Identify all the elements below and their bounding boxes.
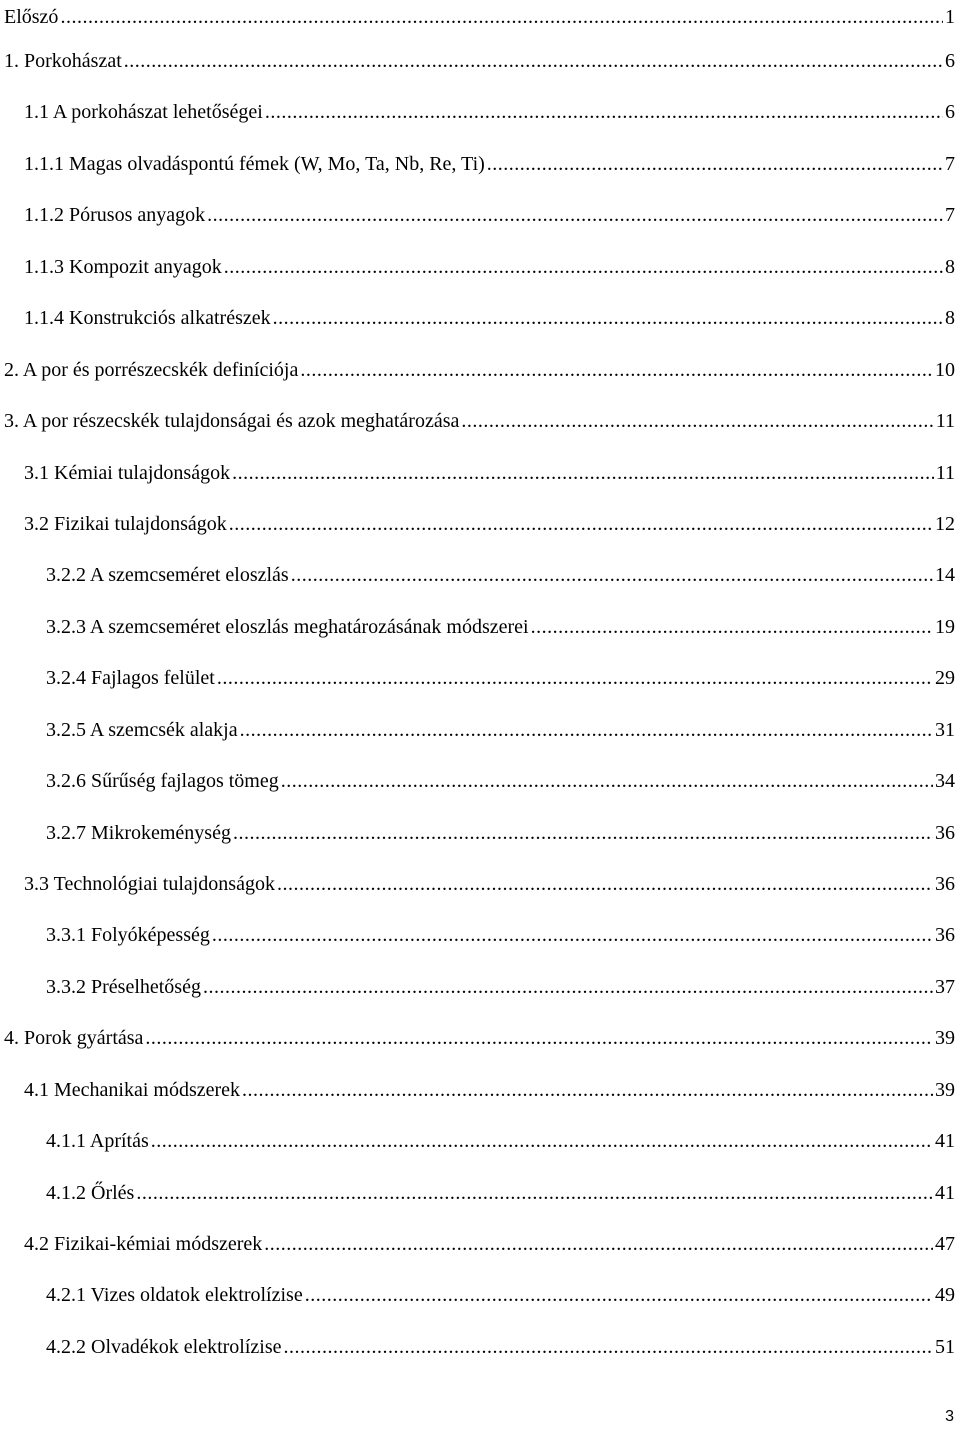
toc-entry[interactable] — [0, 614, 955, 640]
toc-dot-leader — [203, 974, 933, 1000]
toc-entry-page: 51 — [935, 1336, 955, 1358]
toc-dot-leader — [531, 614, 933, 640]
toc-entry-page: 8 — [945, 307, 955, 329]
toc-dot-leader — [487, 151, 943, 177]
toc-entry-title: 3. A por részecskék tulajdonságai és azok meghatározása — [4, 410, 460, 432]
toc-entry-page: 8 — [945, 256, 955, 278]
toc-entry-page: 41 — [935, 1130, 955, 1152]
toc-entry-title: 3.2.5 A szemcsék alakja — [46, 719, 238, 741]
toc-entry[interactable] — [0, 562, 955, 588]
toc-entry-title: 3.2.4 Fajlagos felület — [46, 667, 215, 689]
toc-dot-leader — [305, 1282, 933, 1308]
toc-dot-leader — [212, 922, 933, 948]
toc-dot-leader — [240, 717, 933, 743]
toc-entry[interactable] — [0, 1025, 955, 1051]
toc-entry-page: 7 — [945, 204, 955, 226]
toc-entry[interactable] — [0, 4, 955, 30]
toc-entry-page: 39 — [935, 1027, 955, 1049]
toc-entry[interactable] — [0, 1128, 955, 1154]
toc-entry[interactable] — [0, 99, 955, 125]
toc-entry-title: 2. A por és porrészecskék definíciója — [4, 359, 299, 381]
toc-entry[interactable] — [0, 871, 955, 897]
toc-dot-leader — [242, 1077, 933, 1103]
toc-entry[interactable] — [0, 717, 955, 743]
toc-entry-page: 1 — [945, 6, 955, 28]
toc-dot-leader — [300, 357, 933, 383]
toc-entry-page: 36 — [935, 873, 955, 895]
toc-entry-title: 3.3.2 Préselhetőség — [46, 976, 201, 998]
toc-entry-title: 1.1.2 Pórusos anyagok — [24, 204, 206, 226]
toc-entry-page: 11 — [935, 410, 955, 432]
toc-entry[interactable] — [0, 305, 955, 331]
toc-entry-page: 12 — [935, 513, 955, 535]
toc-dot-leader — [281, 768, 933, 794]
toc-entry[interactable] — [0, 357, 955, 383]
toc-entry[interactable] — [0, 254, 955, 280]
toc-dot-leader — [277, 871, 933, 897]
toc-entry-page: 10 — [935, 359, 955, 381]
toc-dot-leader — [136, 1180, 933, 1206]
toc-entry[interactable] — [0, 151, 955, 177]
toc-entry[interactable] — [0, 1180, 955, 1206]
toc-entry-title: 1.1.3 Kompozit anyagok — [24, 256, 222, 278]
toc-entry[interactable] — [0, 408, 955, 434]
toc-dot-leader — [265, 99, 943, 125]
toc-entry[interactable] — [0, 665, 955, 691]
toc-entry-page: 14 — [935, 564, 955, 586]
toc-dot-leader — [207, 202, 943, 228]
toc-dot-leader — [229, 511, 933, 537]
toc-entry-page: 6 — [945, 101, 955, 123]
toc-entry[interactable] — [0, 922, 955, 948]
toc-entry-page: 7 — [945, 153, 955, 175]
toc-entry-page: 29 — [935, 667, 955, 689]
toc-entry-title: 3.2.3 A szemcseméret eloszlás meghatározásának módszerei — [46, 616, 529, 638]
toc-entry-page: 49 — [935, 1284, 955, 1306]
toc-entry-title: 3.2.7 Mikrokeménység — [46, 822, 231, 844]
toc-entry-title: 4. Porok gyártása — [4, 1027, 144, 1049]
toc-entry-title: 3.3.1 Folyóképesség — [46, 924, 210, 946]
toc-entry[interactable] — [0, 1282, 955, 1308]
toc-dot-leader — [461, 408, 933, 434]
toc-entry[interactable] — [0, 974, 955, 1000]
toc-entry-page: 19 — [935, 616, 955, 638]
toc-dot-leader — [217, 665, 933, 691]
toc-entry-title: 3.2.2 A szemcseméret eloszlás — [46, 564, 289, 586]
toc-entry-title: 4.1 Mechanikai módszerek — [24, 1079, 241, 1101]
toc-entry-title: 1.1 A porkohászat lehetőségei — [24, 101, 263, 123]
toc-entry-title: 1. Porkohászat — [4, 50, 122, 72]
toc-entry-page: 31 — [935, 719, 955, 741]
toc-entry-title: 1.1.1 Magas olvadáspontú fémek (W, Mo, Ta, Nb, Re, Ti) — [24, 153, 485, 175]
toc-entry[interactable] — [0, 460, 955, 486]
toc-entry-title: 4.1.2 Őrlés — [46, 1182, 135, 1204]
toc-dot-leader — [233, 820, 933, 846]
toc-entry-title: 3.2 Fizikai tulajdonságok — [24, 513, 227, 535]
toc-entry[interactable] — [0, 202, 955, 228]
page-number: 3 — [945, 1408, 954, 1425]
toc-dot-leader — [124, 48, 943, 74]
toc-entry[interactable] — [0, 820, 955, 846]
toc-entry-page: 11 — [935, 462, 955, 484]
toc-entry-title: 1.1.4 Konstrukciós alkatrészek — [24, 307, 271, 329]
toc-entry[interactable] — [0, 1077, 955, 1103]
toc-dot-leader — [273, 305, 943, 331]
toc-entry-title: 4.1.1 Aprítás — [46, 1130, 149, 1152]
toc-entry-title: 3.3 Technológiai tulajdonságok — [24, 873, 275, 895]
toc-entry-page: 36 — [935, 924, 955, 946]
toc-entry[interactable] — [0, 48, 955, 74]
toc-dot-leader — [224, 254, 943, 280]
toc-entry-page: 41 — [935, 1182, 955, 1204]
toc-entry[interactable] — [0, 1231, 955, 1257]
toc-entry-page: 36 — [935, 822, 955, 844]
toc-entry-title: 4.2 Fizikai-kémiai módszerek — [24, 1233, 263, 1255]
toc-entry-page: 37 — [935, 976, 955, 998]
toc-dot-leader — [264, 1231, 933, 1257]
toc-entry[interactable] — [0, 1334, 955, 1360]
toc-dot-leader — [232, 460, 934, 486]
toc-dot-leader — [151, 1128, 933, 1154]
toc-entry[interactable] — [0, 511, 955, 537]
toc-dot-leader — [145, 1025, 933, 1051]
toc-entry-title: 4.2.2 Olvadékok elektrolízise — [46, 1336, 282, 1358]
toc-entry-page: 6 — [945, 50, 955, 72]
toc-dot-leader — [284, 1334, 934, 1360]
toc-dot-leader — [291, 562, 933, 588]
toc-entry-page: 39 — [935, 1079, 955, 1101]
toc-entry[interactable] — [0, 768, 955, 794]
toc-entry-page: 34 — [935, 770, 955, 792]
toc-entry-page: 47 — [935, 1233, 955, 1255]
toc-entry-title: 3.2.6 Sűrűség fajlagos tömeg — [46, 770, 279, 792]
toc-dot-leader — [60, 4, 943, 30]
toc-entry-title: 3.1 Kémiai tulajdonságok — [24, 462, 231, 484]
toc-entry-title: Előszó — [4, 6, 59, 28]
toc-entry-title: 4.2.1 Vizes oldatok elektrolízise — [46, 1284, 303, 1306]
